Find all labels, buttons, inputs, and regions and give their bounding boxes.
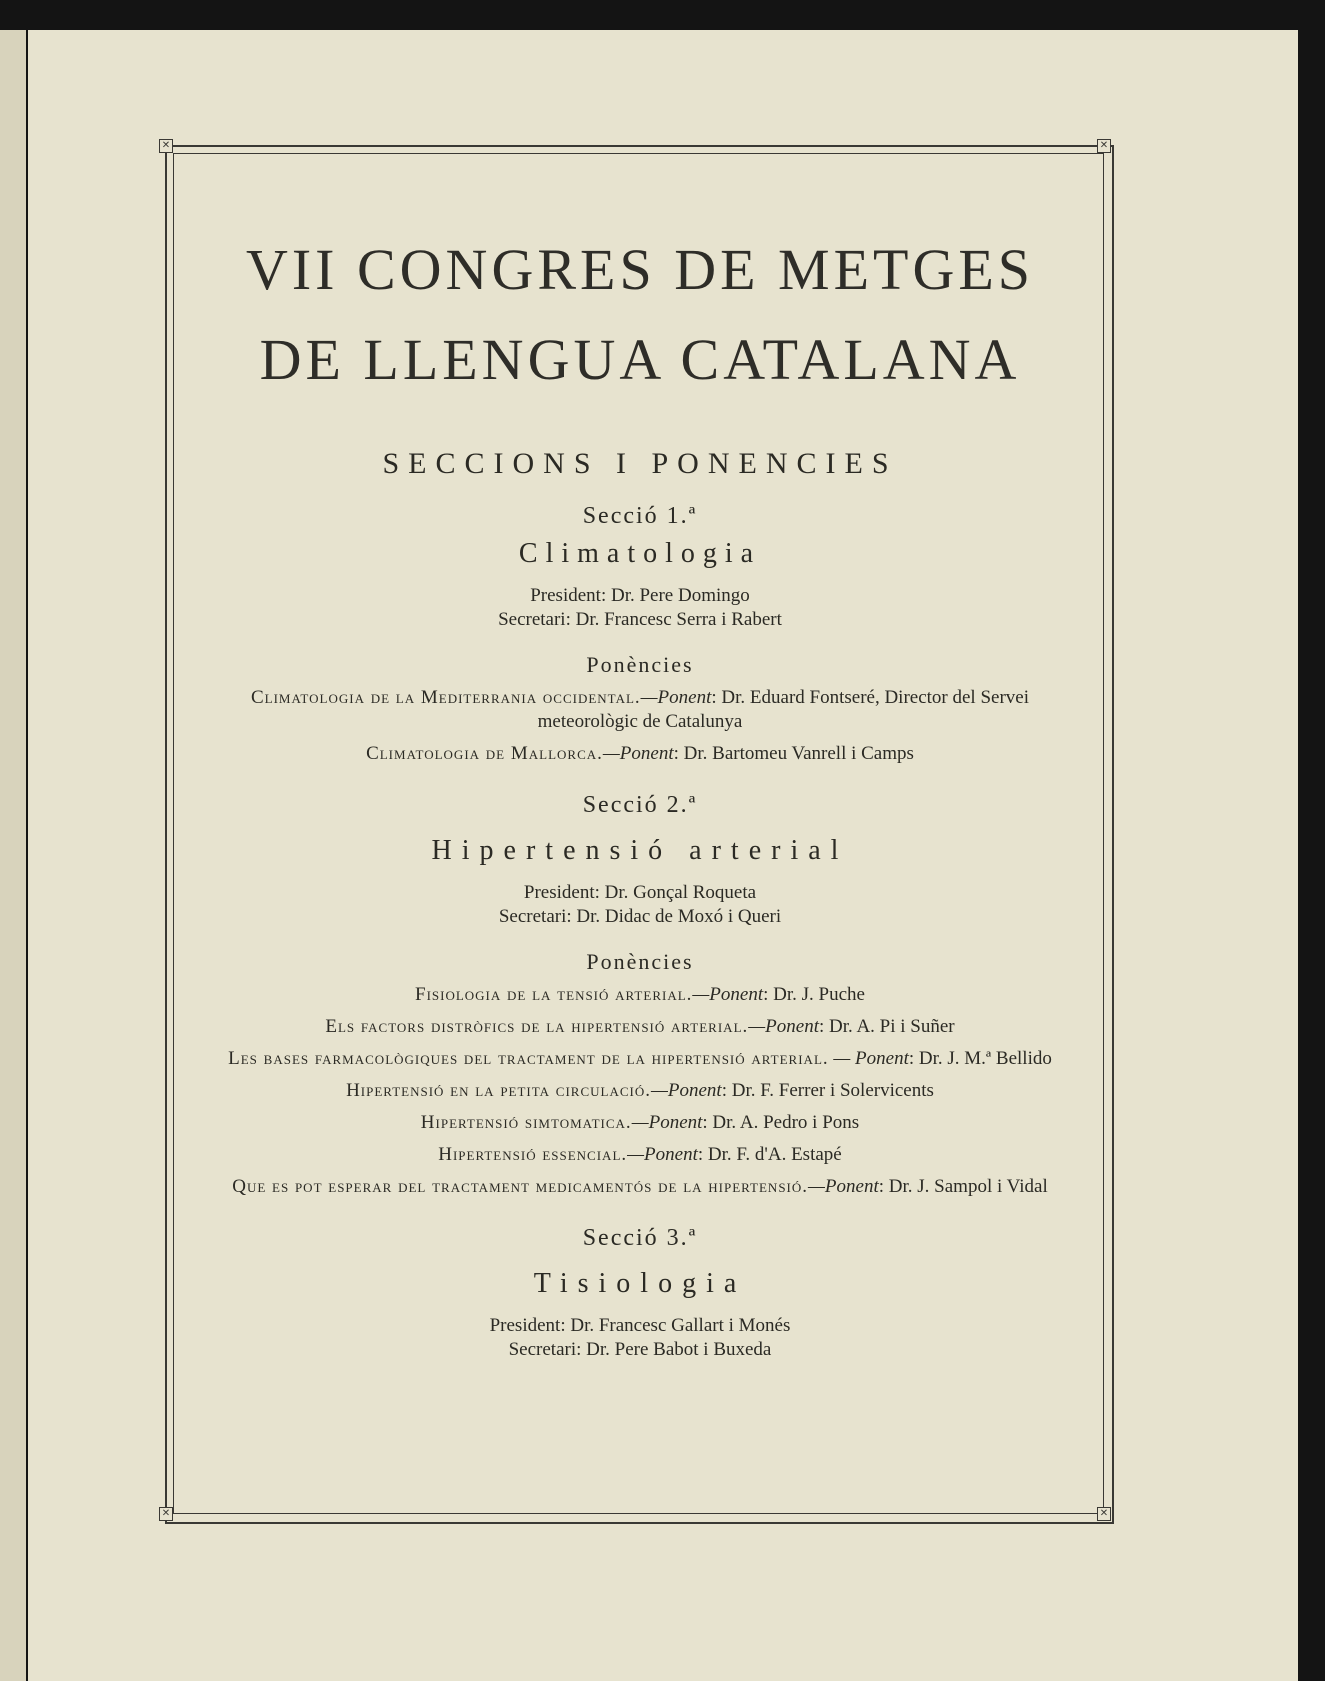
section-president: President: Dr. Francesc Gallart i Monés	[489, 1315, 791, 1336]
section-president: President: Dr. Pere Domingo	[530, 585, 750, 606]
section-secretari: Secretari: Dr. Didac de Moxó i Queri	[498, 906, 782, 927]
ponencia-item: Que es pot esperar del tractament medicamentós de la hipertensió.—Ponent: Dr. J. Sampol i Vidal	[232, 1176, 1048, 1197]
section-number: Secció 2.ª	[582, 792, 698, 818]
ponencies-heading: Ponències	[586, 949, 694, 974]
title-line-2: DE LLENGUA CATALANA	[259, 327, 1021, 392]
page-title	[200, 225, 1080, 405]
section-secretari: Secretari: Dr. Francesc Serra i Rabert	[498, 609, 782, 630]
subtitle: SECCIONS I PONENCIES	[382, 447, 898, 480]
title-line-1: VII CONGRES DE METGES	[245, 237, 1035, 302]
ponencia-item: Hipertensió en la petita circulació.—Ponent: Dr. F. Ferrer i Solervicents	[346, 1080, 934, 1101]
corner-ornament-icon: ✕	[159, 1507, 173, 1521]
ponencia-item: Climatologia de Mallorca.—Ponent: Dr. Bartomeu Vanrell i Camps	[366, 743, 914, 764]
ponencia-item: Hipertensió simtomatica.—Ponent: Dr. A. Pedro i Pons	[420, 1112, 860, 1133]
corner-ornament-icon: ✕	[1097, 139, 1111, 153]
section-1	[200, 503, 1080, 766]
ponencia-item: Fisiologia de la tensió arterial.—Ponent: Dr. J. Puche	[415, 984, 865, 1005]
section-name: Hipertensió arterial	[431, 835, 849, 866]
section-secretari: Secretari: Dr. Pere Babot i Buxeda	[508, 1339, 772, 1360]
section-name: Climatologia	[518, 538, 762, 569]
section-2	[200, 792, 1080, 1199]
section-president: President: Dr. Gonçal Roqueta	[523, 882, 757, 903]
corner-ornament-icon: ✕	[1097, 1507, 1111, 1521]
section-name: Tisiologia	[533, 1268, 747, 1299]
previous-page-edge	[0, 30, 26, 1681]
ponencies-heading: Ponències	[586, 652, 694, 677]
section-number: Secció 1.ª	[582, 503, 698, 529]
ponencia-item: Les bases farmacològiques del tractament de la hipertensió arterial. — Ponent: Dr. J. M.ª Bellido	[228, 1048, 1052, 1069]
section-number: Secció 3.ª	[582, 1225, 698, 1251]
section-3	[200, 1225, 1080, 1362]
document-content	[200, 225, 1080, 1362]
ponencia-item: Hipertensió essencial.—Ponent: Dr. F. d'A. Estapé	[438, 1144, 842, 1165]
ponencia-item: Climatologia de la Mediterrania occidental.—Ponent: Dr. Eduard Fontseré, Director del Servei meteorològic de Catalunya	[250, 687, 1030, 732]
ponencia-item: Els factors distròfics de la hipertensió arterial.—Ponent: Dr. A. Pi i Suñer	[325, 1016, 955, 1037]
corner-ornament-icon: ✕	[159, 139, 173, 153]
